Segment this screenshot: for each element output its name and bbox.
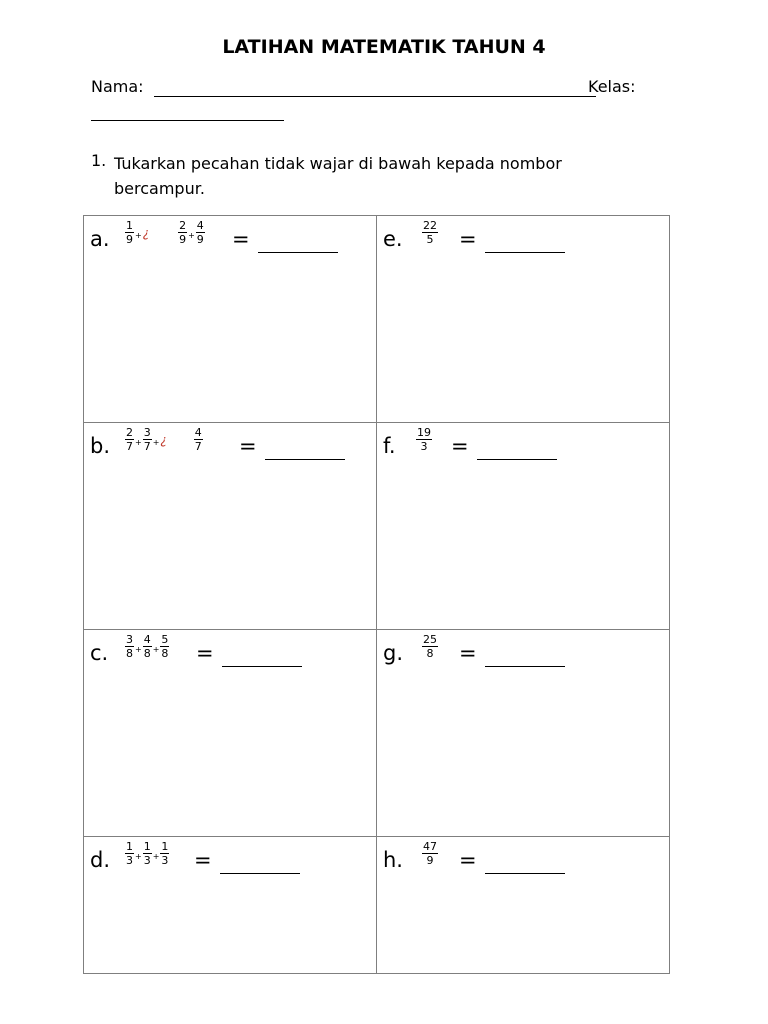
fraction: $\frac{1}{9}$ bbox=[126, 219, 133, 246]
equals-sign: = bbox=[459, 227, 477, 251]
fraction: $\frac{1}{3}$ bbox=[161, 840, 169, 867]
answer-blank[interactable] bbox=[220, 873, 300, 874]
item-label: h. bbox=[383, 848, 403, 872]
fraction-expression bbox=[421, 840, 439, 867]
class-blank-line bbox=[91, 120, 284, 121]
fraction-expression bbox=[124, 426, 204, 453]
item-label: d. bbox=[90, 848, 111, 872]
equals-sign: = bbox=[194, 848, 212, 872]
answer-blank[interactable] bbox=[258, 252, 338, 253]
item-label: b. bbox=[90, 434, 111, 458]
fraction-expression bbox=[124, 633, 170, 660]
answer-blank[interactable] bbox=[265, 459, 345, 460]
fraction: $\frac{3}{7}$ bbox=[143, 426, 151, 453]
equals-sign: = bbox=[232, 227, 250, 251]
unknown-glyph: ¿ bbox=[160, 432, 167, 447]
question-number: 1. bbox=[91, 151, 107, 170]
cell-b bbox=[84, 423, 377, 630]
equals-sign: = bbox=[196, 641, 214, 665]
answer-blank[interactable] bbox=[485, 666, 565, 667]
fraction-expression bbox=[421, 633, 439, 660]
fraction: $\frac{22}{5}$ bbox=[423, 219, 437, 246]
item-label: e. bbox=[383, 227, 403, 251]
fraction: $\frac{1}{3}$ bbox=[143, 840, 151, 867]
fraction: $\frac{3}{8}$ bbox=[126, 633, 133, 660]
worksheet-title: LATIHAN MATEMATIK TAHUN 4 bbox=[222, 36, 546, 58]
fraction-expression bbox=[124, 840, 170, 867]
name-label: Nama: bbox=[91, 77, 144, 96]
answer-blank[interactable] bbox=[485, 252, 565, 253]
fraction-expression bbox=[421, 219, 439, 246]
item-label: a. bbox=[90, 227, 110, 251]
plus-sign: + bbox=[188, 231, 195, 240]
plus-sign: + bbox=[152, 645, 160, 654]
fraction: $\frac{4}{9}$ bbox=[196, 219, 204, 246]
fraction: $\frac{5}{8}$ bbox=[161, 633, 169, 660]
answer-blank[interactable] bbox=[485, 873, 565, 874]
fraction: $\frac{25}{8}$ bbox=[423, 633, 437, 660]
item-label: c. bbox=[90, 641, 109, 665]
cell-h bbox=[377, 837, 670, 974]
question-text: Tukarkan pecahan tidak wajar di bawah kepada nombor bercampur. bbox=[114, 154, 562, 198]
equals-sign: = bbox=[459, 641, 477, 665]
cell-e bbox=[377, 216, 670, 423]
plus-sign: + bbox=[152, 438, 160, 447]
fraction-expression bbox=[124, 219, 206, 246]
plus-sign: + bbox=[152, 852, 160, 861]
cell-d bbox=[84, 837, 377, 974]
plus-sign: + bbox=[135, 852, 142, 861]
fraction: $\frac{2}{7}$ bbox=[126, 426, 133, 453]
answer-blank[interactable] bbox=[477, 459, 557, 460]
item-label: f. bbox=[383, 434, 396, 458]
cell-c bbox=[84, 630, 377, 837]
fraction: $\frac{2}{9}$ bbox=[179, 219, 187, 246]
item-label: g. bbox=[383, 641, 404, 665]
unknown-glyph: ¿ bbox=[142, 225, 150, 240]
fraction-expression bbox=[415, 426, 433, 453]
equals-sign: = bbox=[451, 434, 469, 458]
fraction: $\frac{47}{9}$ bbox=[423, 840, 437, 867]
equals-sign: = bbox=[239, 434, 257, 458]
exercise-table bbox=[83, 215, 670, 974]
plus-sign: + bbox=[135, 645, 142, 654]
answer-blank[interactable] bbox=[222, 666, 302, 667]
plus-sign: + bbox=[135, 438, 142, 447]
cell-g bbox=[377, 630, 670, 837]
fraction: $\frac{1}{3}$ bbox=[126, 840, 133, 867]
cell-f bbox=[377, 423, 670, 630]
fraction: $\frac{4}{7}$ bbox=[194, 426, 202, 453]
equals-sign: = bbox=[459, 848, 477, 872]
fraction: $\frac{4}{8}$ bbox=[143, 633, 151, 660]
plus-sign: + bbox=[135, 231, 142, 240]
cell-a bbox=[84, 216, 377, 423]
class-label: Kelas: bbox=[588, 77, 636, 96]
fraction: $\frac{19}{3}$ bbox=[417, 426, 431, 453]
name-blank-line bbox=[154, 96, 596, 97]
